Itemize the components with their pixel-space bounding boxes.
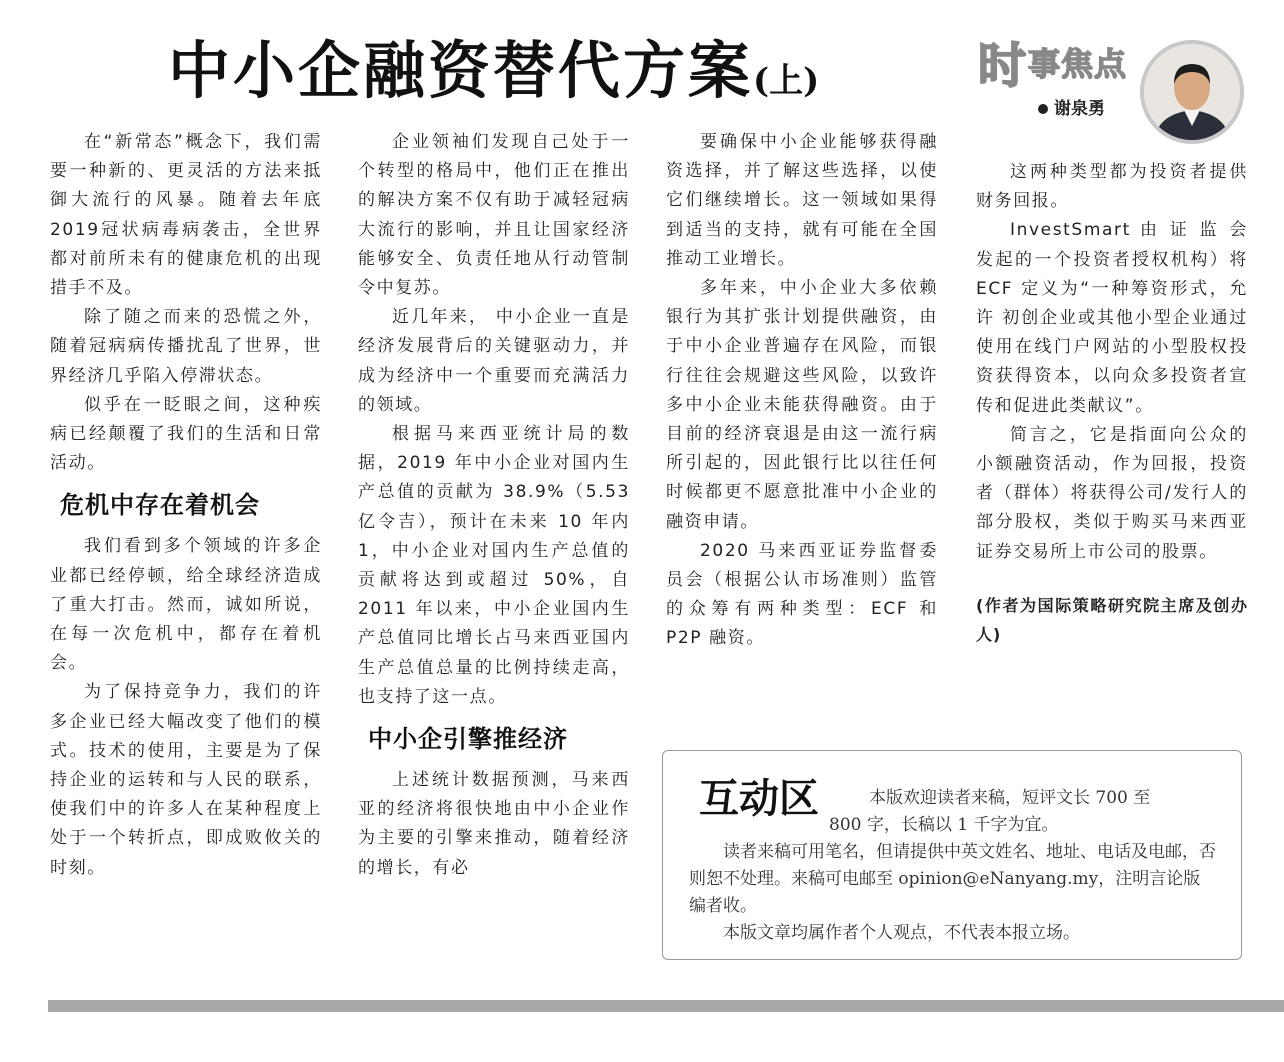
paragraph: 多年来，中小企业大多依赖银行为其扩张计划提供融资，由于中小企业普遍存在风险，而银行往往会规避这些风险，以致许多中小企业未能获得融资。由于目前的经济衰退是由这一流行病所引起的，因此银行比以往任何时候都更不愿意批准中小企业的融资申请。 <box>666 278 938 532</box>
paragraph: 简言之，它是指面向公众的小额融资活动，作为回报，投资者（群体）将获得公司/发行人的部分股权，类似于购买马来西亚证券交易所上市公司的股票。 <box>976 424 1248 562</box>
title-suffix: (上) <box>753 61 820 101</box>
box-line: 本版欢迎读者来稿，短评文长 700 至 <box>869 788 1151 808</box>
box-line: 读者来稿可用笔名，但请提供中英文姓名、地址、电话及电邮，否则恕不处理。来稿可电邮至 opinion@eNanyang.my，注明言论版编者收。 <box>689 842 1216 916</box>
article-title <box>168 34 820 107</box>
paragraph: 上述统计数据预测，马来西亚的经济将很快地由中小企业作为主要的引擎来推动，随着经济的增长，有必 <box>358 770 630 878</box>
paragraph: 这两种类型都为投资者提供财务回报。 <box>976 162 1248 212</box>
paragraph: 企业领袖们发现自己处于一个转型的格局中，他们正在推出的解决方案不仅有助于减轻冠病 大流行的影响，并且让国家经济能够安全、负责任地从行动管制令中复苏。 <box>358 132 630 299</box>
paragraph: 似乎在一眨眼之间，这种疾病已经颠覆了我们的生活和日常活动。 <box>50 394 322 474</box>
box-line: 本版文章均属作者个人观点，不代表本报立场。 <box>723 923 1080 943</box>
article-column-1 <box>50 128 322 883</box>
paragraph: 2020 马来西亚证券监督委员会（根据公认市场准则）监管的众筹有两种类型：ECF 和 P2P 融资。 <box>666 540 938 649</box>
subheading: 危机中存在着机会 <box>60 491 260 520</box>
paragraph: 在“新常态”概念下，我们需要一种新的、更灵活的方法来抵御大流行的风暴。随着去年底2019冠状病毒病袭击，全世界都对前所未有的健康危机的出现措手不及。 <box>50 132 322 299</box>
interaction-box <box>662 750 1242 960</box>
box-line: 800 字，长稿以 1 千字为宜。 <box>829 815 1059 835</box>
paragraph: 要确保中小企业能够获得融资选择，并了解这些选择，以使它们继续增长。这一领域如果得到适当的支持，就有可能在全国推动工业增长。 <box>666 132 938 269</box>
author-name: 谢泉勇 <box>1038 94 1105 119</box>
column-name-big: 时 <box>978 38 1027 94</box>
paragraph: 为了保持竞争力，我们的许多企业已经大幅改变了他们的模式。技术的使用，主要是为了保持企业的运转和与人民的联系，使我们中的许多人在某种程度上处于一个转折点，即成败攸关的时刻。 <box>50 682 322 878</box>
paragraph: 近几年来， 中小企业一直是经济发展背后的关键驱动力，并成为经济中一个重要而充满活力的领域。 <box>358 307 630 415</box>
author-note: (作者为国际策略研究院主席及创办人) <box>976 595 1248 645</box>
paragraph: 我们看到多个领域的许多企业都已经停顿，给全球经济造成了重大打击。然而，诚如所说，在每一次危机中，都存在着机会。 <box>50 536 322 674</box>
article-column-4 <box>976 158 1248 649</box>
bottom-rule <box>48 1000 1284 1012</box>
interaction-box-title: 互动区 <box>699 775 819 822</box>
column-tag <box>978 40 1138 120</box>
author-photo <box>1140 40 1244 144</box>
subheading: 中小企引擎推经济 <box>368 725 568 754</box>
article-column-3 <box>666 128 938 654</box>
column-name-rest: 事焦点 <box>1028 45 1128 83</box>
paragraph: 根据马来西亚统计局的数据，2019 年中小企业对国内生产总值的贡献为 38.9%（5.53 亿令吉），预计在未来 10 年内 1，中小企业对国内生产总值的贡献将达到或超过 50%，自 2011 年以来，中小企业国内生产总值同比增长占马来西亚国内生产总值总量的比例持续走高，也支持了这一点。 <box>358 424 630 707</box>
paragraph: InvestSmart 由 证 监 会 发起的一个投资者授权机构）将 ECF 定义为“一种筹资形式，允许 初创企业或其他小型企业通过使用在线门户网站的小型股权投资获得资本，以向众多投资者宣传和促进此类献议”。 <box>976 220 1248 416</box>
title-main: 中小企融资替代方案 <box>168 34 754 107</box>
interaction-box-text <box>689 785 1217 947</box>
article-column-2 <box>358 128 630 883</box>
paragraph: 除了随之而来的恐慌之外，随着冠病病传播扰乱了世界，世界经济几乎陷入停滞状态。 <box>50 307 322 386</box>
author-portrait-icon <box>1144 44 1240 140</box>
